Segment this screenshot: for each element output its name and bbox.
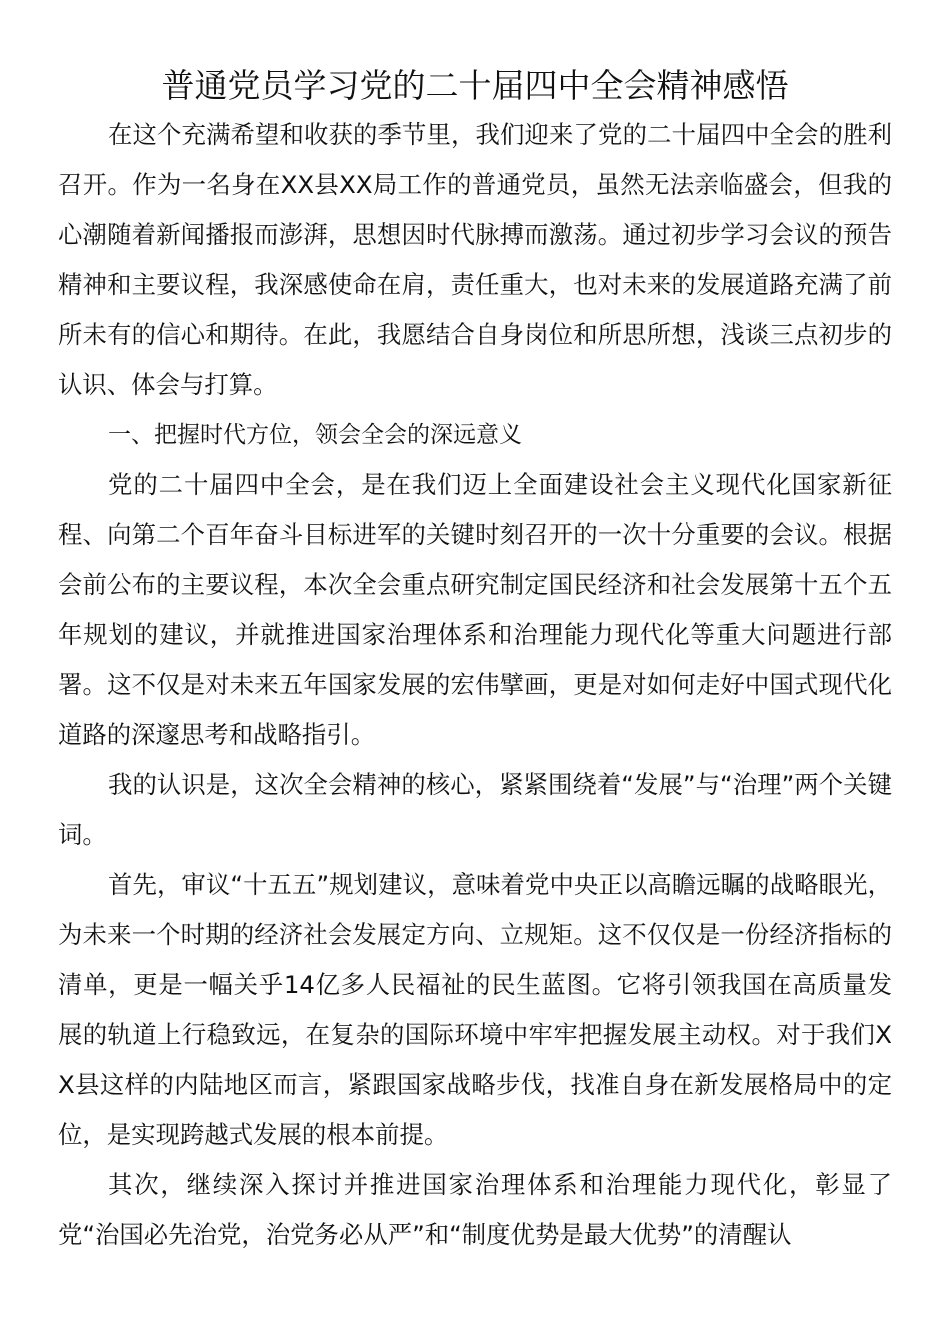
body-paragraph: 我的认识是，这次全会精神的核心，紧紧围绕着“发展”与“治理”两个关键词。 (58, 770, 892, 849)
section-heading-1: 一、把握时代方位，领会全会的深远意义 (108, 422, 522, 448)
document-page (58, 64, 892, 1260)
body-paragraph: 首先，审议“十五五”规划建议，意味着党中央正以高瞻远瞩的战略眼光，为未来一个时期的经济社会发展定方向、立规矩。这不仅仅是一份经济指标的清单，更是一幅关乎14亿多人民福祉的民生蓝图。它将引领我国在高质量发展的轨道上行稳致远，在复杂的国际环境中牢牢把握发展主动权。对于我们XX县这样的内陆地区而言，紧跟国家战略步伐，找准自身在新发展格局中的定位，是实现跨越式发展的根本前提。 (58, 870, 892, 1149)
document-title: 普通党员学习党的二十届四中全会精神感悟 (161, 66, 789, 105)
body-paragraph: 其次，继续深入探讨并推进国家治理体系和治理能力现代化，彰显了党“治国必先治党，治党务必从严”和“制度优势是最大优势”的清醒认 (58, 1170, 892, 1249)
body-paragraph: 党的二十届四中全会，是在我们迈上全面建设社会主义现代化国家新征程、向第二个百年奋斗目标进军的关键时刻召开的一次十分重要的会议。根据会前公布的主要议程，本次全会重点研究制定国民经济和社会发展第十五个五年规划的建议，并就推进国家治理体系和治理能力现代化等重大问题进行部署。这不仅是对未来五年国家发展的宏伟擘画，更是对如何走好中国式现代化道路的深邃思考和战略指引。 (58, 470, 892, 749)
intro-paragraph: 在这个充满希望和收获的季节里，我们迎来了党的二十届四中全会的胜利召开。作为一名身在XX县XX局工作的普通党员，虽然无法亲临盛会，但我的心潮随着新闻播报而澎湃，思想因时代脉搏而激荡。通过初步学习会议的预告精神和主要议程，我深感使命在肩，责任重大，也对未来的发展道路充满了前所未有的信心和期待。在此，我愿结合自身岗位和所思所想，浅谈三点初步的认识、体会与打算。 (58, 120, 892, 399)
